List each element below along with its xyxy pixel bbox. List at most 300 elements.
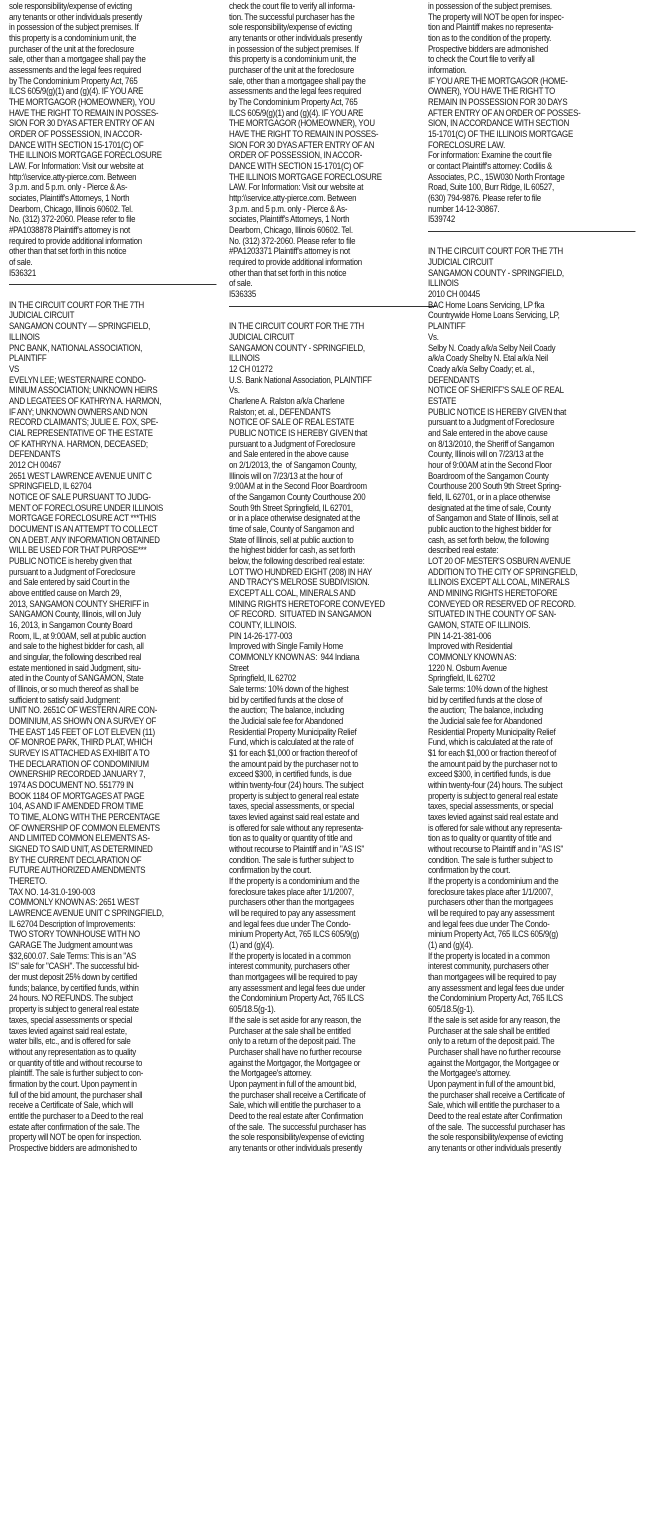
notice-text-line: No. (312) 372-2060. Please refer to file (229, 235, 356, 247)
notice-text-line: sale, other than a mortgagee shall pay the (229, 75, 366, 87)
notice-text-line: Courthouse 200 South 9th Street Spring- (428, 481, 562, 493)
notice-text-line: and singular, the following described real (9, 651, 142, 663)
notice-text-line: Coady a/k/a Selby Coady; et. al., (428, 363, 535, 375)
notice-text-line: pursuant to a Judgment of Foreclosure (9, 566, 136, 578)
notice-text-line: LOT 20 OF MESTER'S OSBURN AVENUE (428, 555, 571, 567)
notice-text-line: sole responsibility/expense of evicting (9, 1, 132, 12)
notice-text-line: 1974 AS DOCUMENT NO. 551779 IN (9, 780, 134, 792)
notice-column-3 (428, 2, 599, 1155)
notice-text-line: to check the Court file to verify all (428, 54, 535, 66)
notice-text-line: taxes levied against said real estate and (229, 812, 360, 824)
notice-text-line: Boardroom of the Sangamon County (428, 470, 549, 482)
notice-text-line: any tenants or other individuals presently (229, 33, 363, 45)
notice-text-line: hour of 9:00AM at in the Second Floor (428, 459, 552, 471)
notice-text-line: SANGAMON COUNTY - SPRINGFIELD, (229, 342, 365, 354)
notice-text-line: IF YOU ARE THE MORTGAGOR (HOME- (428, 75, 568, 87)
notice-text-line: PNC BANK, NATIONAL ASSOCIATION, (9, 342, 143, 354)
notice-text-line: the auction; The balance, including (229, 705, 345, 717)
notice-text-line: SION FOR 30 DYAS AFTER ENTRY OF AN (9, 118, 155, 130)
notice-text-line: VS (9, 363, 20, 375)
notice-text-line: by The Condominium Property Act, 765 (229, 97, 358, 109)
notice-text-line: within twenty-four (24) hours. The subject (229, 780, 364, 792)
notice-text-line: Sale terms: 10% down of the highest (229, 684, 349, 695)
notice-text-line: ated in the County of SANGAMON, State (9, 673, 144, 685)
notice-text-line: tion. The successful purchaser has the (229, 11, 355, 23)
notice-text-line: Prospective bidders are admonished to (9, 1142, 137, 1154)
notice-text-line: $1 for each $1,000 or fraction thereof of (428, 748, 557, 760)
notice-text-line: LAWRENCE AVENUE UNIT C SPRINGFIELD, (9, 908, 164, 920)
notice-text-line: within twenty-four (24) hours. The subject (428, 780, 563, 792)
notice-text-line: minium Property Act, 765 ILCS 605/9(g) (428, 929, 559, 941)
notice-text-line: I536335 (229, 289, 257, 301)
notice-text-line: only to a return of the deposit paid. The (229, 1036, 356, 1048)
notice-text-line: interest community, purchasers other (428, 961, 549, 973)
notice-text-line: THE ILLINOIS MORTGAGE FORECLOSURE (229, 171, 382, 183)
notice-text-line: exceed $300, in certified funds, is due (428, 769, 551, 781)
notice-text-line: No. (312) 372-2060. Please refer to file (9, 214, 136, 226)
notice-text-line: Vs. (229, 385, 240, 397)
notice-text-line: EVELYN LEE; WESTERNAIRE CONDO- (9, 374, 146, 386)
notice-text-line: U.S. Bank National Association, PLAINTIFF (229, 374, 372, 386)
notice-text-line: any tenants or other individuals presently (229, 1142, 363, 1154)
notice-text-line: below, the following described real estate: (229, 555, 365, 567)
notice-text-line: property is subject to general real estate (9, 1004, 139, 1016)
notice-text-line: If the property is located in a common (428, 950, 550, 962)
notice-text-line: CIAL REPRESENTATIVE OF THE ESTATE (9, 427, 153, 439)
notice-text-line: taxes levied against said real estate, (9, 1025, 127, 1037)
notice-text-line: the Condominium Property Act, 765 ILCS (229, 993, 364, 1005)
notice-text-line: and sale to the highest bidder for cash, all (9, 641, 144, 653)
notice-text-line: FUTURE AUTHORIZED AMENDMENTS (9, 865, 146, 877)
notice-text-line: MORTGAGE FORECLOSURE ACT ***THIS (9, 513, 157, 525)
notice-divider (9, 279, 216, 290)
notice-text-line: and Sale entered by said Court in the (9, 577, 130, 589)
notice-text-line: DEFENDANTS (9, 449, 61, 461)
notice-text-line: Selby N. Coady a/k/a Selby Neil Coady (428, 342, 556, 354)
notice-text-line: on 2/1/2013, the of Sangamon County, (229, 459, 357, 471)
notice-text-line: Street (229, 662, 249, 674)
notice-text-line: foreclosure takes place after 1/1/2007, (428, 886, 553, 898)
notice-text-line: COUNTY, ILLINOIS. (229, 619, 297, 631)
notice-text-line: AFTER ENTRY OF AN ORDER OF POSSES- (428, 107, 581, 119)
notice-text-line: $32,600.07. Sale Terms: This is an "AS (9, 950, 137, 962)
notice-text-line: NOTICE OF SHERIFF'S SALE OF REAL (428, 385, 564, 397)
notice-text-line: and Sale entered in the above cause (229, 449, 349, 461)
notice-text-line: Deed to the real estate after Confirmation (229, 1110, 364, 1122)
notice-text-line: IN THE CIRCUIT COURT FOR THE 7TH (229, 321, 365, 333)
notice-text-line: any assessment and legal fees due under (229, 982, 366, 994)
notice-text-line: If the property is a condominium and the (229, 876, 360, 888)
notice-text-line: this property is a condominium unit, the (9, 33, 137, 45)
notice-text-line: MINING RIGHTS HERETOFORE CONVEYED (229, 598, 385, 610)
notice-text-line: I536321 (9, 267, 37, 279)
notice-text-line: TWO STORY TOWNHOUSE WITH NO (9, 929, 140, 941)
notice-text-line: PIN 14-21-381-006 (428, 630, 492, 642)
notice-text-line: of the Sangamon County Courthouse 200 (229, 491, 366, 503)
notice-text-line: 3 p.m. and 5 p.m. only - Pierce & As- (9, 182, 128, 194)
notice-text-line: or in a place otherwise designated at the (229, 513, 361, 525)
notice-text-line: Purchaser at the sale shall be entitled (229, 1025, 351, 1037)
notice-text-line: Room, IL, at 9:00AM, sell at public auction (9, 630, 146, 642)
notice-text-line: ORDER OF POSSESSION, IN ACCOR- (9, 129, 143, 141)
notice-text-line: exceed $300, in certified funds, is due (229, 769, 352, 781)
notice-text-line: purchaser of the unit at the foreclosure (229, 65, 355, 77)
notice-text-line: ADDITION TO THE CITY OF SPRINGFIELD, (428, 566, 578, 578)
notice-text-line: WILL BE USED FOR THAT PURPOSE*** (9, 545, 147, 557)
notice-text-line: ILCS 605/9(g)(1) and (g)(4). IF YOU ARE (9, 86, 144, 98)
notice-text-line: NOTICE OF SALE OF REAL ESTATE (229, 417, 355, 429)
notice-text-line: DOMINIUM, AS SHOWN ON A SURVEY OF (9, 716, 157, 728)
notice-text-line: Upon payment in full of the amount bid, (229, 1078, 357, 1090)
notice-text-line: GARAGE The Judgment amount was (9, 940, 133, 952)
notice-text-line: http:\\service.atty-pierce.com. Between (9, 171, 137, 183)
notice-text-line: THE DECLARATION OF CONDOMINIUM (9, 758, 149, 770)
notice-text-line: 605/18.5(g-1). (428, 1004, 475, 1016)
notice-text-line: ILLINOIS (9, 331, 40, 343)
notice-text-line: only to a return of the deposit paid. The (428, 1036, 555, 1048)
notice-text-line: 16, 2013, in Sangamon County Board (9, 619, 133, 631)
notice-text-line: number 14-12-30867. (428, 203, 500, 215)
notice-text-line: tion as to quality or quantity of title and (428, 833, 552, 845)
notice-text-line: the Mortgagee's attorney. (428, 1068, 511, 1080)
notice-text-line: sufficient to satisfy said Judgment: (9, 694, 121, 706)
notice-text-line: condition. The sale is further subject to (428, 854, 553, 866)
notice-text-line: COMMONLY KNOWN AS: 2651 WEST (9, 897, 140, 909)
notice-text-line: OWNER), YOU HAVE THE RIGHT TO (428, 86, 556, 98)
notice-text-line: 24 hours. NO REFUNDS. The subject (9, 993, 133, 1005)
notice-text-line: of the sale. The successful purchaser has (229, 1121, 366, 1133)
notice-text-line: PIN 14-26-177-003 (229, 630, 293, 642)
notice-text-line: any tenants or other individuals presently (428, 1142, 562, 1154)
notice-text-line: AND MINING RIGHTS HERETOFORE (428, 587, 558, 599)
notice-text-line: MINIUM ASSOCIATION; UNKNOWN HEIRS (9, 385, 158, 397)
notice-text-line: condition. The sale is further subject to (229, 854, 354, 866)
notice-text-line: taxes, special assessments or special (9, 1014, 133, 1026)
notice-text-line: than mortgagees will be required to pay (428, 972, 557, 984)
notice-text-line: DANCE WITH SECTION 15-1701(C) OF (9, 139, 144, 151)
notice-text-line: plaintiff. The sale is further subject to con- (9, 1068, 144, 1080)
notice-text-line: JUDICIAL CIRCUIT (428, 257, 494, 269)
notice-text-line: DOCUMENT IS AN ATTEMPT TO COLLECT (9, 523, 158, 535)
notice-text-line: is offered for sale without any representa- (428, 822, 563, 834)
notice-text-line: without any representation as to quality (9, 1046, 137, 1058)
notice-text-line: the sole responsibility/expense of evicting (428, 1132, 563, 1144)
notice-text-line: ON A DEBT. ANY INFORMATION OBTAINED (9, 534, 160, 546)
notice-text-line: ILCS 605/9(g)(1) and (g)(4). IF YOU ARE (229, 107, 364, 119)
notice-text-line: property is subject to general real estate (428, 790, 558, 802)
notice-text-line: 2651 WEST LAWRENCE AVENUE UNIT C (9, 470, 152, 482)
notice-text-line: Improved with Residential (428, 641, 513, 653)
notice-text-line: estate after confirmation of the sale. The (9, 1121, 140, 1133)
notice-text-line: Countrywide Home Loans Servicing, LP, (428, 310, 560, 322)
notice-text-line: Deed to the real estate after Confirmation (428, 1110, 563, 1122)
notice-text-line: Purchaser shall have no further recourse (229, 1046, 362, 1058)
notice-text-line: minium Property Act, 765 ILCS 605/9(g) (229, 929, 360, 941)
notice-text-line: Residential Property Municipality Relief (428, 726, 556, 738)
notice-text-line: without recourse to Plaintiff and in "AS IS" (229, 844, 365, 856)
notice-text-line: State of Illinois, sell at public auction to (229, 534, 354, 546)
notice-text-line: South 9th Street Springfield, IL 62701, (229, 502, 353, 514)
notice-text-line: IN THE CIRCUIT COURT FOR THE 7TH (9, 299, 145, 311)
notice-text-line: sale, other than a mortgagee shall pay the (9, 54, 146, 66)
notice-text-line: LAW. For Information: Visit our website at (229, 182, 364, 194)
notice-text-line: HAVE THE RIGHT TO REMAIN IN POSSES- (229, 129, 379, 141)
notice-text-line: IL 62704 Description of Improvements: (9, 918, 136, 930)
notice-text-line: SANGAMON COUNTY — SPRINGFIELD, (9, 321, 151, 333)
notice-text-line: OF MONROE PARK, THIRD PLAT, WHICH (9, 737, 153, 749)
notice-text-line: TO TIME, ALONG WITH THE PERCENTAGE (9, 812, 160, 824)
notice-text-line: and legal fees due under The Condo- (229, 918, 351, 930)
notice-text-line: will be required to pay any assessment (428, 908, 555, 920)
notice-text-line: SIGNED TO SAID UNIT, AS DETERMINED (9, 844, 153, 856)
notice-text-line: OF KATHRYN A. HARMON, DECEASED; (9, 438, 148, 450)
notice-text-line: CONVEYED OR RESERVED OF RECORD. (428, 598, 576, 610)
notice-text-line: 605/18.5(g-1). (229, 1004, 276, 1016)
notice-text-line: COMMONLY KNOWN AS: (428, 651, 517, 663)
notice-text-line: of the sale. The successful purchaser has (428, 1121, 565, 1133)
notice-text-line: Purchaser at the sale shall be entitled (428, 1025, 550, 1037)
notice-text-line: AND LEGATEES OF KATHRYN A. HARMON, (9, 395, 162, 407)
notice-text-line: Fund, which is calculated at the rate of (428, 737, 553, 749)
notice-text-line: AND LIMITED COMMON ELEMENTS AS- (9, 833, 150, 845)
notice-text-line: AND TRACY'S MELROSE SUBDIVISION. (229, 577, 370, 589)
divider-rule (428, 231, 635, 232)
notice-text-line: SION, IN ACCORDANCE WITH SECTION (428, 118, 570, 130)
notice-text-line: is offered for sale without any representa- (229, 822, 364, 834)
notice-text-line: any tenants or other individuals presently (9, 11, 143, 23)
notice-text-line: 1220 N. Osburn Avenue (428, 662, 507, 674)
notice-text-line: the auction; The balance, including (428, 705, 544, 717)
notice-text-line: Associates, P.C., 15W030 North Frontage (428, 171, 565, 183)
notice-text-line: other than that set forth in this notice (9, 246, 127, 258)
notice-text-line: JUDICIAL CIRCUIT (9, 310, 75, 322)
notice-text-line: NOTICE OF SALE PURSUANT TO JUDG- (9, 491, 151, 503)
notice-column-2 (229, 2, 400, 1155)
notice-text-line: ESTATE (428, 395, 457, 407)
notice-text-line: sociates, Plaintiff's Attorneys, 1 North (9, 193, 130, 205)
notice-text-line: property is subject to general real estate (229, 790, 359, 802)
notice-text-line: than mortgagees will be required to pay (229, 972, 358, 984)
notice-text-line: Fund, which is calculated at the rate of (229, 737, 354, 749)
notice-text-line: SPRINGFIELD, IL 62704 (9, 481, 92, 493)
notice-text-line: JUDICIAL CIRCUIT (229, 331, 295, 343)
notice-text-line: purchasers other than the mortgagees (229, 897, 355, 909)
notice-text-line: RECORD CLAIMANTS; JULIE E. FOX, SPE- (9, 417, 159, 429)
notice-text-line: this property is a condominium unit, the (229, 54, 357, 66)
notice-text-line: SITUATED IN THE COUNTY OF SAN- (428, 609, 557, 621)
notice-text-line: in possession of the subject premises. (428, 1, 552, 12)
notice-text-line: IF ANY; UNKNOWN OWNERS AND NON (9, 406, 148, 418)
notice-text-line: If the property is located in a common (229, 950, 351, 962)
notice-text-line: 2012 CH 00467 (9, 459, 61, 471)
notice-text-line: above entitled cause on March 29, (9, 587, 122, 599)
notice-text-line: Vs. (428, 331, 439, 343)
notice-text-line: taxes levied against said real estate and (428, 812, 559, 824)
notice-text-line: or quantity of title and without recourse to (9, 1057, 143, 1069)
notice-text-line: #PA1203371 Plaintiff's attorney is not (229, 246, 351, 258)
notice-text-line: If the sale is set aside for any reason, the (428, 1014, 561, 1026)
notice-text-line: tion as to quality or quantity of title and (229, 833, 353, 845)
notice-text-line: funds; balance, by certified funds, within (9, 982, 139, 994)
notice-text-line: or contact Plaintiff's attorney: Codilis & (428, 161, 553, 173)
notice-text-line: THE MORTGAGOR (HOMEOWNER), YOU (9, 97, 155, 109)
notice-text-line: EXCEPT ALL COAL, MINERALS AND (229, 587, 356, 599)
notice-text-line: against the Mortgagor, the Mortgagee or (428, 1057, 560, 1069)
notice-text-line: against the Mortgagor, the Mortgagee or (229, 1057, 361, 1069)
notice-text-line: of Illinois, or so much thereof as shall be (9, 684, 139, 695)
notice-text-line: Ralston; et. al., DEFENDANTS (229, 406, 331, 418)
notice-text-line: required to provide additional information (229, 257, 362, 269)
notice-text-line: in possession of the subject premises. If (9, 22, 139, 34)
notice-text-line: estate mentioned in said Judgment, situ- (9, 662, 141, 674)
notice-text-line: by The Condominium Property Act, 765 (9, 75, 138, 87)
notice-text-line: 104, AS AND IF AMENDED FROM TIME (9, 801, 144, 813)
notice-text-line: field, IL 62701, or in a place otherwise (428, 491, 551, 503)
notice-text-line: Upon payment in full of the amount bid, (428, 1078, 556, 1090)
notice-text-line: Springfield, IL 62702 (428, 673, 496, 685)
notice-text-line: If the sale is set aside for any reason, the (229, 1014, 362, 1026)
notice-text-line: The property will NOT be open for inspec- (428, 11, 564, 23)
notice-text-line: BAC Home Loans Servicing, LP fka (428, 299, 545, 311)
notice-divider (428, 226, 635, 237)
notice-text-line: purchaser of the unit at the foreclosure (9, 43, 135, 55)
notice-text-line: pursuant to a Judgment of Foreclosure (229, 438, 356, 450)
notice-text-line: BOOK 1184 OF MORTGAGES AT PAGE (9, 790, 145, 802)
notice-text-line: without recourse to Plaintiff and in "AS IS" (428, 844, 564, 856)
notice-text-line: confirmation by the court. (428, 865, 511, 877)
notice-text-line: (1) and (g)(4). (229, 940, 274, 952)
notice-text-line: pursuant to a Judgment of Foreclosure (428, 417, 555, 429)
notice-text-line: assessments and the legal fees required (9, 65, 142, 77)
notice-text-line: Sale, which will entitle the purchaser to a (229, 1100, 361, 1112)
notice-text-line: LOT TWO HUNDRED EIGHT (208) IN HAY (229, 566, 373, 578)
notice-text-line: OWNERSHIP RECORDED JANUARY 7, (9, 769, 146, 781)
notice-text-line: sociates, Plaintiff's Attorneys, 1 North (229, 214, 350, 226)
notice-text-line: purchasers other than the mortgagees (428, 897, 554, 909)
notice-text-line: Sale terms: 10% down of the highest (428, 684, 548, 695)
notice-text-line: MENT OF FORECLOSURE UNDER ILLINOIS (9, 502, 164, 514)
notice-text-line: BY THE CURRENT DECLARATION OF (9, 854, 142, 866)
notice-text-line: time of sale, County of Sangamon and (229, 523, 354, 535)
notice-text-line: Purchaser shall have no further recourse (428, 1046, 561, 1058)
notice-text-line: 9:00AM at in the Second Floor Boardroom (229, 481, 367, 493)
notice-text-line: ILLINOIS (229, 353, 260, 365)
notice-text-line: IN THE CIRCUIT COURT FOR THE 7TH (428, 246, 564, 258)
notice-text-line: bid by certified funds at the close of (428, 694, 542, 706)
notice-text-line: of sale. (9, 257, 33, 269)
notice-text-line: a/k/a Coady Shelby N. Etal a/k/a Neil (428, 353, 548, 365)
notice-text-line: described real estate: (428, 545, 499, 557)
notice-text-line: THE EAST 145 FEET OF LOT ELEVEN (11) (9, 726, 155, 738)
notice-text-line: required to provide additional information (9, 235, 142, 247)
notice-text-line: For information: Examine the court file (428, 150, 552, 162)
notice-text-line: ILLINOIS (428, 278, 459, 290)
notice-text-line: THERETO. (9, 876, 48, 888)
notice-text-line: der must deposit 25% down by certified (9, 972, 138, 984)
notice-text-line: UNIT NO. 2651C OF WESTERN AIRE CON- (9, 705, 158, 717)
notice-text-line: Improved with Single Family Home (229, 641, 344, 653)
notice-text-line: designated at the time of sale, County (428, 502, 551, 514)
notice-text-line: OF RECORD. SITUATED IN SANGAMON (229, 609, 372, 621)
notice-text-line: assessments and the legal fees required (229, 86, 362, 98)
notice-text-line: of Sangamon and State of Illinois, sell at (428, 513, 559, 525)
notice-text-line: the purchaser shall receive a Certificate of (428, 1089, 565, 1101)
notice-text-line: OF OWNERSHIP OF COMMON ELEMENTS (9, 822, 160, 834)
notice-text-line: Residential Property Municipality Relief (229, 726, 357, 738)
notice-text-line: DEFENDANTS (428, 374, 480, 386)
notice-text-line: 2010 CH 00445 (428, 289, 480, 301)
notice-text-line: and legal fees due under The Condo- (428, 918, 550, 930)
notice-text-line: PLAINTIFF (9, 353, 47, 365)
notice-text-line: the purchaser shall receive a Certificate of (229, 1089, 366, 1101)
notice-text-line: bid by certified funds at the close of (229, 694, 343, 706)
notice-text-line: taxes, special assessments, or special (229, 801, 355, 813)
notice-text-line: full of the bid amount, the purchaser shall (9, 1089, 143, 1101)
notice-text-line: I539742 (428, 214, 456, 226)
notice-text-line: #PA1038878 Plaintiff's attorney is not (9, 225, 131, 237)
notice-text-line: ORDER OF POSSESSION, IN ACCOR- (229, 150, 363, 162)
notice-text-line: Springfield, IL 62702 (229, 673, 297, 685)
notice-text-line: 3 p.m. and 5 p.m. only - Pierce & As- (229, 203, 348, 215)
notice-divider (229, 301, 436, 312)
notice-text-line: any assessment and legal fees due under (428, 982, 565, 994)
notice-text-line: SURVEY IS ATTACHED AS EXHIBIT A TO (9, 748, 150, 760)
notice-text-line: firmation by the court. Upon payment in (9, 1078, 137, 1090)
notice-text-line: PLAINTIFF (428, 321, 466, 333)
notice-text-line: property will NOT be open for inspection. (9, 1132, 142, 1144)
notice-text-line: and Sale entered in the above cause (428, 427, 548, 439)
notice-text-line: (630) 794-9876. Please refer to file (428, 193, 541, 205)
notice-text-line: cash, as set forth below, the following (428, 534, 549, 546)
notice-text-line: on 8/13/2010, the Sheriff of Sangamon (428, 438, 555, 450)
notice-text-line: sole responsibility/expense of evicting (229, 22, 352, 34)
notice-text-line: Prospective bidders are admonished (428, 43, 548, 55)
notice-text-line: the Judicial sale fee for Abandoned (229, 716, 344, 728)
notice-text-line: County, Illinois will on 7/23/13 at the (428, 449, 544, 461)
notice-text-line: SANGAMON COUNTY - SPRINGFIELD, (428, 267, 564, 279)
notice-text-line: PUBLIC NOTICE IS HEREBY GIVEN that (428, 406, 567, 418)
notice-column-1 (9, 2, 180, 1155)
notice-text-line: 12 CH 01272 (229, 363, 273, 375)
divider-rule (9, 284, 216, 285)
notice-text-line: PUBLIC NOTICE IS HEREBY GIVEN that (229, 427, 368, 439)
notice-text-line: SANGAMON County, Illinois, will on July (9, 609, 141, 621)
notice-text-line: Sale, which will entitle the purchaser to a (428, 1100, 560, 1112)
notice-text-line: 15-1701(C) OF THE ILLINOIS MORTGAGE (428, 129, 573, 141)
notice-text-line: COMMONLY KNOWN AS: 944 Indiana (229, 651, 360, 663)
notice-text-line: taxes, special assessments, or special (428, 801, 554, 813)
notice-text-line: public auction to the highest bidder for (428, 523, 552, 535)
notice-text-line: the amount paid by the purchaser not to (428, 758, 558, 770)
notice-text-line: If the property is a condominium and the (428, 876, 559, 888)
notice-text-line: ILLINOIS EXCEPT ALL COAL, MINERALS (428, 577, 570, 589)
notice-text-line: the amount paid by the purchaser not to (229, 758, 359, 770)
notice-text-line: information. (428, 65, 467, 77)
notice-text-line: foreclosure takes place after 1/1/2007, (229, 886, 354, 898)
notice-text-line: check the court file to verify all informa- (229, 1, 355, 12)
notice-text-line: confirmation by the court. (229, 865, 312, 877)
notice-text-line: PUBLIC NOTICE is hereby given that (9, 555, 132, 567)
notice-text-line: in possession of the subject premises. If (229, 43, 359, 55)
notice-text-line: (1) and (g)(4). (428, 940, 473, 952)
notice-text-line: Illinois will on 7/23/13 at the hour of (229, 470, 343, 482)
notice-text-line: tion and Plaintiff makes no representa- (428, 22, 554, 34)
notice-text-line: $1 for each $1,000 or fraction thereof of (229, 748, 358, 760)
notice-text-line: of sale. (229, 278, 253, 290)
notice-text-line: receive a Certificate of Sale, which will (9, 1100, 133, 1112)
divider-rule (229, 306, 436, 307)
notice-text-line: 2013, SANGAMON COUNTY SHERIFF in (9, 598, 149, 610)
